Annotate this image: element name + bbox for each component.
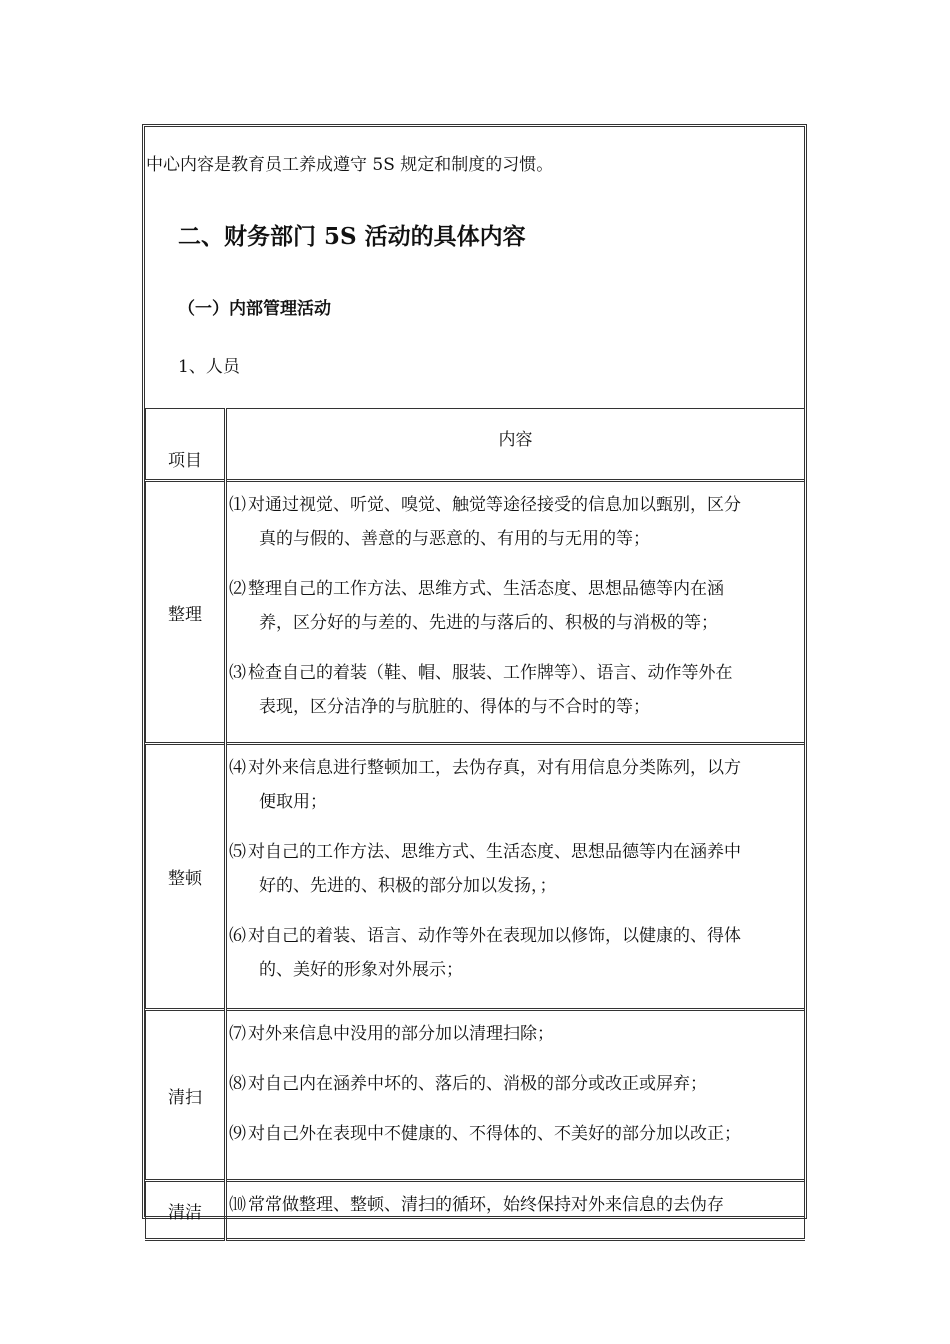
item-text: 对自己的工作方法、思维方式、生活态度、思想品德等内在涵养中 xyxy=(248,842,741,862)
row-content xyxy=(226,1181,805,1240)
item-text-cont: 的、美好的形象对外展示； xyxy=(259,960,463,980)
item-number: ⑸ xyxy=(229,842,246,862)
list-item xyxy=(227,482,804,566)
item-text-cont: 便取用； xyxy=(259,792,327,812)
list-item xyxy=(227,1011,804,1061)
item-text-cont: 好的、先进的、积极的部分加以发扬，； xyxy=(259,876,557,896)
table-row xyxy=(146,481,805,744)
item-text-cont: 养，区分好的与差的、先进的与落后的、积极的与消极的等； xyxy=(259,613,718,633)
5s-table xyxy=(145,408,805,1241)
item-text: 对外来信息中没用的部分加以清理扫除； xyxy=(248,1024,554,1044)
item-heading: 1、人员 xyxy=(178,357,240,377)
intro-text: 中心内容是教育员工养成遵守 5S 规定和制度的习惯。 xyxy=(146,155,554,175)
item-number: ⑺ xyxy=(229,1024,246,1044)
item-text: 对外来信息进行整顿加工，去伪存真，对有用信息分类陈列，以方 xyxy=(248,758,741,778)
item-text: 对自己的着装、语言、动作等外在表现加以修饰，以健康的、得体 xyxy=(248,926,741,946)
item-number: ⑽ xyxy=(229,1195,246,1215)
header-item: 项目 xyxy=(146,409,226,481)
item-text-cont: 表现，区分洁净的与肮脏的、得体的与不合时的等； xyxy=(259,697,650,717)
row-label: 整顿 xyxy=(146,744,226,1010)
table-row xyxy=(146,744,805,1010)
list-item xyxy=(227,566,804,650)
row-label: 整理 xyxy=(146,481,226,744)
subsection-heading: （一）内部管理活动 xyxy=(178,299,331,319)
item-text-cont: 真的与假的、善意的与恶意的、有用的与无用的等； xyxy=(259,529,650,549)
table-header-row xyxy=(146,409,805,481)
item-number: ⑶ xyxy=(229,663,246,683)
row-content xyxy=(226,481,805,744)
section-heading: 二、财务部门 5S 活动的具体内容 xyxy=(178,223,526,250)
row-content xyxy=(226,1010,805,1181)
row-label: 清扫 xyxy=(146,1010,226,1181)
list-item xyxy=(227,1111,804,1161)
item-text: 检查自己的着装（鞋、帽、服装、工作牌等）、语言、动作等外在 xyxy=(248,663,733,683)
item-text: 对通过视觉、听觉、嗅觉、触觉等途径接受的信息加以甄别，区分 xyxy=(248,495,741,515)
item-text: 对自己外在表现中不健康的、不得体的、不美好的部分加以改正； xyxy=(248,1124,741,1144)
list-item xyxy=(227,1061,804,1111)
table-row xyxy=(146,1181,805,1240)
item-text: 对自己内在涵养中坏的、落后的、消极的部分或改正或屏弃； xyxy=(248,1074,707,1094)
item-text: 常常做整理、整顿、清扫的循环，始终保持对外来信息的去伪存 xyxy=(248,1195,724,1215)
row-label: 清洁 xyxy=(146,1181,226,1240)
list-item xyxy=(227,650,804,734)
row-content xyxy=(226,744,805,1010)
header-content: 内容 xyxy=(226,409,805,481)
list-item xyxy=(227,913,804,997)
item-text: 整理自己的工作方法、思维方式、生活态度、思想品德等内在涵 xyxy=(248,579,724,599)
item-number: ⑹ xyxy=(229,926,246,946)
table-row xyxy=(146,1010,805,1181)
item-number: ⑴ xyxy=(229,495,246,515)
list-item xyxy=(227,745,804,829)
list-item xyxy=(227,829,804,913)
item-number: ⑵ xyxy=(229,579,246,599)
item-number: ⑼ xyxy=(229,1124,246,1144)
item-number: ⑷ xyxy=(229,758,246,778)
list-item xyxy=(227,1182,804,1232)
item-number: ⑻ xyxy=(229,1074,246,1094)
